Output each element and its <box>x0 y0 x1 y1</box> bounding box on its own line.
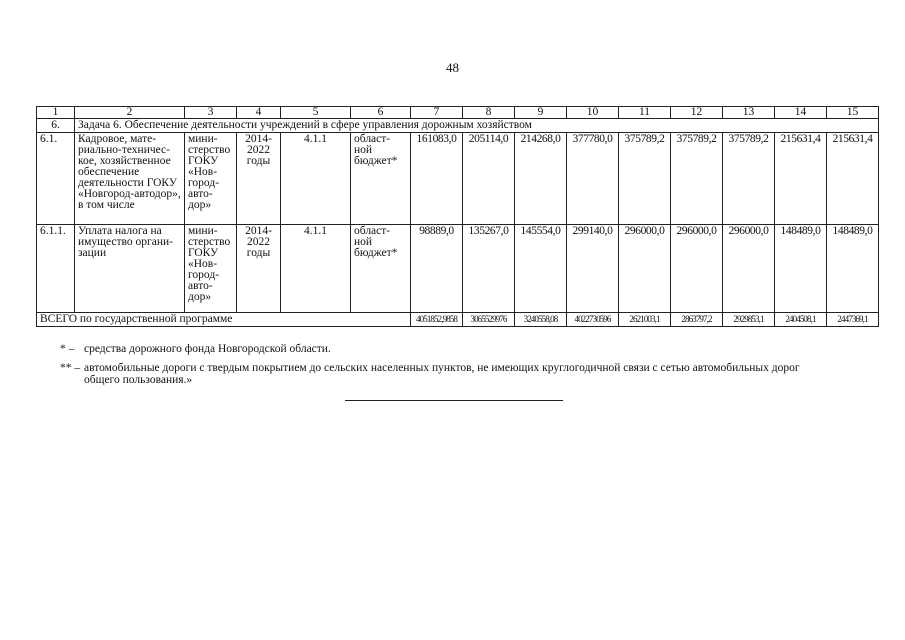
footnote-mark: * – <box>60 343 75 355</box>
column-number-row <box>37 107 879 119</box>
column-header: 14 <box>775 107 827 119</box>
task-title: Задача 6. Обеспечение деятельности учреждений в сфере управления дорожным хозяйством <box>75 119 879 133</box>
table-row <box>37 225 879 313</box>
target-indicator: 4.1.1 <box>281 225 351 313</box>
column-header: 9 <box>515 107 567 119</box>
row-number: 6.1. <box>37 133 75 225</box>
total-value: 2621003,1 <box>619 313 671 327</box>
column-header: 6 <box>351 107 411 119</box>
value-cell: 161083,0 <box>411 133 463 225</box>
footnote <box>60 362 804 386</box>
value-cell: 135267,0 <box>463 225 515 313</box>
period: 2014-2022 годы <box>237 225 281 313</box>
column-header: 3 <box>185 107 237 119</box>
total-value: 4022730596 <box>567 313 619 327</box>
value-cell: 214268,0 <box>515 133 567 225</box>
value-cell: 375789,2 <box>723 133 775 225</box>
total-value: 2863797,2 <box>671 313 723 327</box>
value-cell: 145554,0 <box>515 225 567 313</box>
value-cell: 377780,0 <box>567 133 619 225</box>
value-cell: 296000,0 <box>723 225 775 313</box>
footnote-text: автомобильные дороги с твердым покрытием до сельских населенных пунктов, не имеющих круглогодичной связи с сетью автомобильных дорог общего пользования.» <box>84 362 800 386</box>
closing-rule <box>345 400 563 401</box>
total-value: 2404508,1 <box>775 313 827 327</box>
column-header: 10 <box>567 107 619 119</box>
column-header: 12 <box>671 107 723 119</box>
target-indicator: 4.1.1 <box>281 133 351 225</box>
total-value: 4051852,9858 <box>411 313 463 327</box>
table-row <box>37 133 879 225</box>
funding-source: област-ной бюджет* <box>351 225 411 313</box>
task-number: 6. <box>37 119 75 133</box>
period: 2014-2022 годы <box>237 133 281 225</box>
row-number: 6.1.1. <box>37 225 75 313</box>
column-header: 8 <box>463 107 515 119</box>
value-cell: 299140,0 <box>567 225 619 313</box>
executor: мини-стерство ГОКУ «Нов-город-авто-дор» <box>185 225 237 313</box>
value-cell: 296000,0 <box>619 225 671 313</box>
funding-source: област-ной бюджет* <box>351 133 411 225</box>
total-label: ВСЕГО по государственной программе <box>37 313 411 327</box>
value-cell: 98889,0 <box>411 225 463 313</box>
task-row <box>37 119 879 133</box>
activity-name: Кадровое, мате-риально-техничес-кое, хозяйственное обеспечение деятельности ГОКУ «Новгород-автодор», в том числе <box>75 133 185 225</box>
executor: мини-стерство ГОКУ «Нов-город-авто-дор» <box>185 133 237 225</box>
page-number: 48 <box>446 60 459 75</box>
total-row <box>37 313 879 327</box>
column-header: 1 <box>37 107 75 119</box>
total-value: 2447369,1 <box>827 313 879 327</box>
value-cell: 296000,0 <box>671 225 723 313</box>
column-header: 7 <box>411 107 463 119</box>
value-cell: 148489,0 <box>775 225 827 313</box>
column-header: 5 <box>281 107 351 119</box>
value-cell: 148489,0 <box>827 225 879 313</box>
program-budget-table <box>36 106 879 327</box>
value-cell: 205114,0 <box>463 133 515 225</box>
value-cell: 215631,4 <box>775 133 827 225</box>
column-header: 15 <box>827 107 879 119</box>
activity-name: Уплата налога на имущество органи-зации <box>75 225 185 313</box>
footnote <box>60 343 804 355</box>
total-value: 3240558,08 <box>515 313 567 327</box>
column-header: 13 <box>723 107 775 119</box>
total-value: 2929853,1 <box>723 313 775 327</box>
value-cell: 215631,4 <box>827 133 879 225</box>
column-header: 2 <box>75 107 185 119</box>
footnote-mark: ** – <box>60 362 81 374</box>
value-cell: 375789,2 <box>619 133 671 225</box>
column-header: 11 <box>619 107 671 119</box>
total-value: 3065529976 <box>463 313 515 327</box>
footnote-text: средства дорожного фонда Новгородской области. <box>84 343 331 355</box>
value-cell: 375789,2 <box>671 133 723 225</box>
column-header: 4 <box>237 107 281 119</box>
footnotes <box>60 343 804 393</box>
